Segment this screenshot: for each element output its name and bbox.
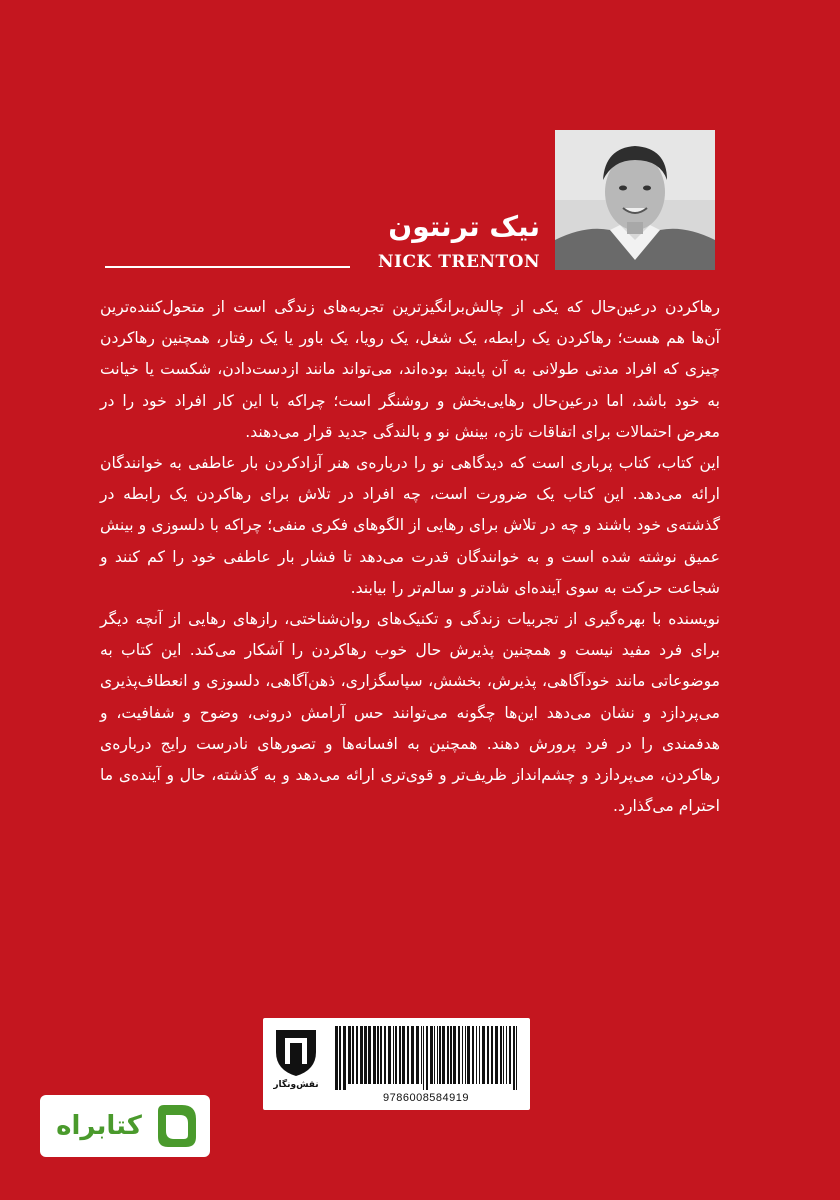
barcode-bar — [479, 1026, 480, 1084]
barcode-bar — [453, 1026, 456, 1084]
barcode-bars — [331, 1026, 521, 1090]
barcode-bar — [352, 1026, 354, 1084]
barcode-bar — [506, 1026, 507, 1084]
barcode-bar — [373, 1026, 376, 1084]
book-description — [100, 292, 720, 822]
barcode-bar — [407, 1026, 409, 1084]
barcode-bar — [411, 1026, 414, 1084]
barcode-bar — [491, 1026, 493, 1084]
barcode-bar — [447, 1026, 449, 1084]
barcode-bar — [395, 1026, 397, 1084]
barcode-bar — [430, 1026, 433, 1084]
barcode-bar — [462, 1026, 463, 1084]
barcode-bar — [503, 1026, 504, 1084]
barcode-bar — [360, 1026, 363, 1084]
barcode-panel — [263, 1018, 530, 1110]
barcode-bar — [458, 1026, 460, 1084]
barcode-bar — [472, 1026, 474, 1084]
barcode-bar — [364, 1026, 367, 1084]
barcode-bar — [399, 1026, 401, 1084]
barcode-bar — [467, 1026, 470, 1084]
barcode-bar — [434, 1026, 435, 1084]
publisher-logo — [269, 1026, 323, 1102]
author-photo — [555, 130, 715, 270]
watermark-logo — [40, 1095, 210, 1157]
isbn-number: 9786008584919 — [382, 1092, 470, 1104]
barcode-bar — [377, 1026, 379, 1084]
description-paragraph-2: این کتاب، کتاب پرباری است که دیدگاهی نو را درباره‌ی هنر آزادکردن بار عاطفی به خوانندگان ارائه می‌دهد. این کتاب یک ضرورت است، چه افراد در تلاش برای رهاکردن یک رابطه در گذشته‌ی خود باشند و چه در تلاش برای رهایی از الگوهای فکری منفی؛ چراکه با دلسوزی و بینش عمیق نوشته شده است و به خوانندگان قدرت می‌دهد تا فشار بار عاطفی خود را کم کنند و شجاعت حرکت به سوی آینده‌ای شادتر و سالم‌تر را بیابند. — [100, 454, 720, 597]
publisher-name: نقش‌ونگار — [273, 1080, 319, 1090]
publisher-shield-icon — [272, 1026, 320, 1078]
barcode-bar — [384, 1026, 386, 1084]
barcode-bar — [388, 1026, 391, 1084]
barcode-bar — [356, 1026, 358, 1084]
barcode-bar — [421, 1026, 422, 1084]
barcode-bar — [393, 1026, 394, 1084]
barcode-bar — [348, 1026, 351, 1084]
barcode-bar — [500, 1026, 502, 1084]
barcode-bar — [437, 1026, 438, 1084]
barcode-bar — [516, 1026, 517, 1090]
watermark-text: کتابراه — [56, 1111, 142, 1141]
barcode-bar — [487, 1026, 489, 1084]
barcode-bar — [513, 1026, 515, 1090]
author-name-english: NICK TRENTON — [378, 252, 540, 272]
barcode-bar — [442, 1026, 445, 1084]
divider-line — [105, 266, 350, 268]
barcode-bar — [450, 1026, 452, 1084]
barcode-bar — [402, 1026, 405, 1084]
barcode-bar — [482, 1026, 485, 1084]
barcode-bar — [495, 1026, 498, 1084]
ketabrah-book-icon — [152, 1101, 202, 1151]
description-paragraph-1: رهاکردن درعین‌حال که یکی از چالش‌برانگیزترین تجربه‌های زندگی است از متحول‌کننده‌ترین آن‌ها هم هست؛ رهاکردن یک رابطه، یک شغل، یک رویا، یک باور یا یک رفتار، همچنین رهاکردن چیزی که افراد مدتی طولانی به آن پایبند بوده‌اند، می‌تواند مانند ازدست‌دادن، شکست یا خیانت به خود باشد، اما درعین‌حال رهایی‌بخش و روشنگر است؛ چراکه با این کار افراد خود را در معرض احتمالات برای اتفاقات تازه، بینش نو و بالندگی جدید قرار می‌دهند. — [100, 298, 720, 441]
barcode-bar — [416, 1026, 419, 1084]
barcode-bar — [335, 1026, 338, 1090]
author-name-persian: نیک ترنتون — [388, 210, 540, 243]
barcode-bar — [343, 1026, 346, 1090]
barcode-bar — [465, 1026, 466, 1084]
barcode-bar — [476, 1026, 477, 1084]
barcode-bar — [339, 1026, 341, 1090]
barcode-bar — [439, 1026, 441, 1084]
barcode-bar — [368, 1026, 371, 1084]
barcode-bar — [509, 1026, 511, 1084]
barcode-bar — [380, 1026, 382, 1084]
barcode-bar — [423, 1026, 424, 1090]
description-paragraph-3: نویسنده با بهره‌گیری از تجربیات زندگی و تکنیک‌های روان‌شناختی، رازهای رهایی از آنچه دیگر برای فرد مفید نیست و همچنین پذیرش حال خوب رهاکردن را آشکار می‌کند. این کتاب به موضوعاتی مانند خودآگاهی، پذیرش، بخشش، سپاسگزاری، ذهن‌آگاهی، دلسوزی و انعطاف‌پذیری می‌پردازد و نشان می‌دهد این‌ها چگونه می‌توانند حس آرامش درونی، وضوح و شفافیت، و هدفمندی را در فرد پرورش دهند. همچنین به افسانه‌ها و تصورهای نادرست رایج درباره‌ی رهاکردن، می‌پردازد و چشم‌انداز ظریف‌تر و قوی‌تری ارائه می‌دهد و به گذشته، حال و آینده‌ی ما احترام می‌گذارد. — [100, 610, 720, 816]
barcode-bar — [426, 1026, 428, 1090]
author-portrait-image — [555, 130, 715, 270]
